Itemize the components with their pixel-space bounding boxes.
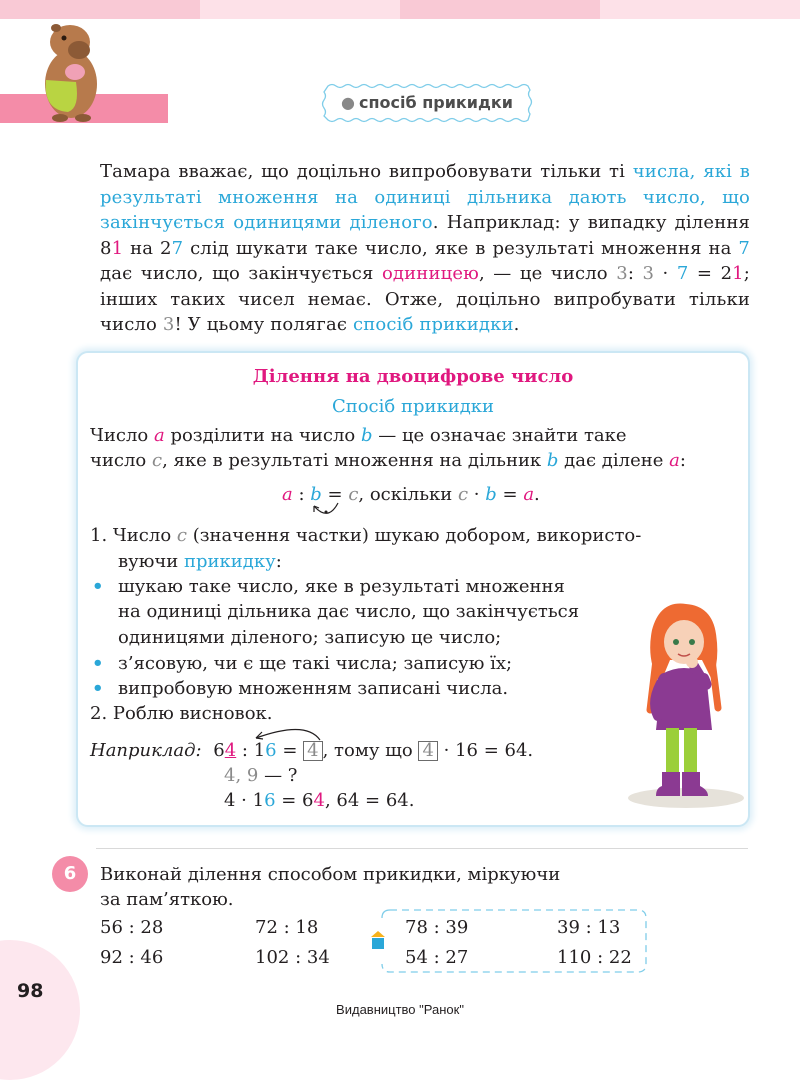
method-tag	[318, 82, 536, 124]
bullet-1-line-3: одиницями діленого; записую це число;	[118, 627, 502, 648]
top-stripe-3	[400, 0, 600, 19]
memo-subtitle: Спосіб прикидки	[331, 396, 495, 417]
bullet-2-text: з’ясовую, чи є ще такі числа; записую їх;	[118, 653, 513, 674]
exercise-6: 102 : 34	[255, 947, 330, 968]
bullet-3: •	[92, 678, 104, 699]
example-line-2: 4, 9 — ?	[224, 765, 298, 786]
bullet-1-line-1: шукаю таке число, яке в результаті множення	[118, 576, 565, 597]
definition-line-2: число c, яке в результаті множення на дільник b дає ділене a:	[90, 450, 686, 471]
house-marker-icon	[370, 930, 386, 950]
memo-title: Ділення на двоцифрове число	[252, 366, 574, 387]
bullet-2: •	[92, 653, 104, 674]
task-text-line-2: за пам’яткою.	[100, 889, 234, 910]
formula-arrow	[308, 500, 348, 522]
example-label: Наприклад:	[90, 740, 202, 761]
example-arrow	[236, 724, 326, 744]
step-1-line-2: вуючи прикидку:	[118, 551, 282, 572]
top-stripe-4	[600, 0, 800, 19]
definition-line-1: Число a розділити на число b — це означає знайти таке	[90, 425, 627, 446]
tag-label: спосіб прикидки	[358, 93, 513, 112]
girl-illustration	[620, 600, 748, 810]
capybara-illustration	[38, 20, 104, 122]
answer-box-2: 4	[418, 741, 437, 761]
task-text-line-1: Виконай ділення способом прикидки, міркуючи	[100, 864, 561, 885]
bullet-3-text: випробовую множенням записані числа.	[118, 678, 509, 699]
answer-box: 4	[303, 741, 322, 761]
exercise-1: 56 : 28	[100, 917, 164, 938]
task-number: 6	[52, 856, 88, 892]
exercise-2: 72 : 18	[255, 917, 319, 938]
publisher: Видавництво "Ранок"	[336, 1002, 464, 1017]
page-number: 98	[17, 980, 44, 1002]
example-line-3: 4 · 16 = 64, 64 = 64.	[224, 790, 415, 811]
division-formula: a : b = c, оскільки c · b = a.	[282, 484, 540, 505]
top-stripe-2	[200, 0, 400, 19]
exercise-4: 39 : 13	[557, 917, 621, 938]
exercise-8: 110 : 22	[557, 947, 632, 968]
bullet-1-line-2: на одиниці дільника дає число, що закінчується	[118, 601, 580, 622]
example-line-1: Наприклад: 64 : 16 = 4 , тому що 4 · 16 = 64.	[90, 740, 534, 761]
step-1-line-1: 1. Число c (значення частки) шукаю добором, використо-	[90, 525, 642, 546]
top-stripe-1	[0, 0, 200, 19]
tag-bullet: ●	[341, 93, 355, 112]
intro-highlight: числа, які в результаті множення на одиниці дільника дають число, що закінчується одиницями діленого	[100, 161, 750, 233]
exercise-3: 78 : 39	[405, 917, 469, 938]
bullet-1: •	[92, 576, 104, 597]
step-2: 2. Роблю висновок.	[90, 703, 273, 724]
prykydka-highlight: прикидку	[184, 551, 276, 572]
task-divider	[96, 848, 748, 849]
intro-paragraph: Тамара вважає, що доцільно випробовувати тільки ті числа, які в результаті множення на одиниці дільника дають число, що закінчується одиницями діленого. Наприклад: у випадку ділення 81 на 27 слід шукати таке число, яке в результаті множення на 7 дає число, що закінчується одиницею, — це число 3: 3 · 7 = 21; інших таких чисел немає. Отже, доцільно випробувати тільки число 3! У цьому полягає спосіб прикидки.	[100, 161, 750, 335]
exercise-5: 92 : 46	[100, 947, 164, 968]
exercise-7: 54 : 27	[405, 947, 469, 968]
